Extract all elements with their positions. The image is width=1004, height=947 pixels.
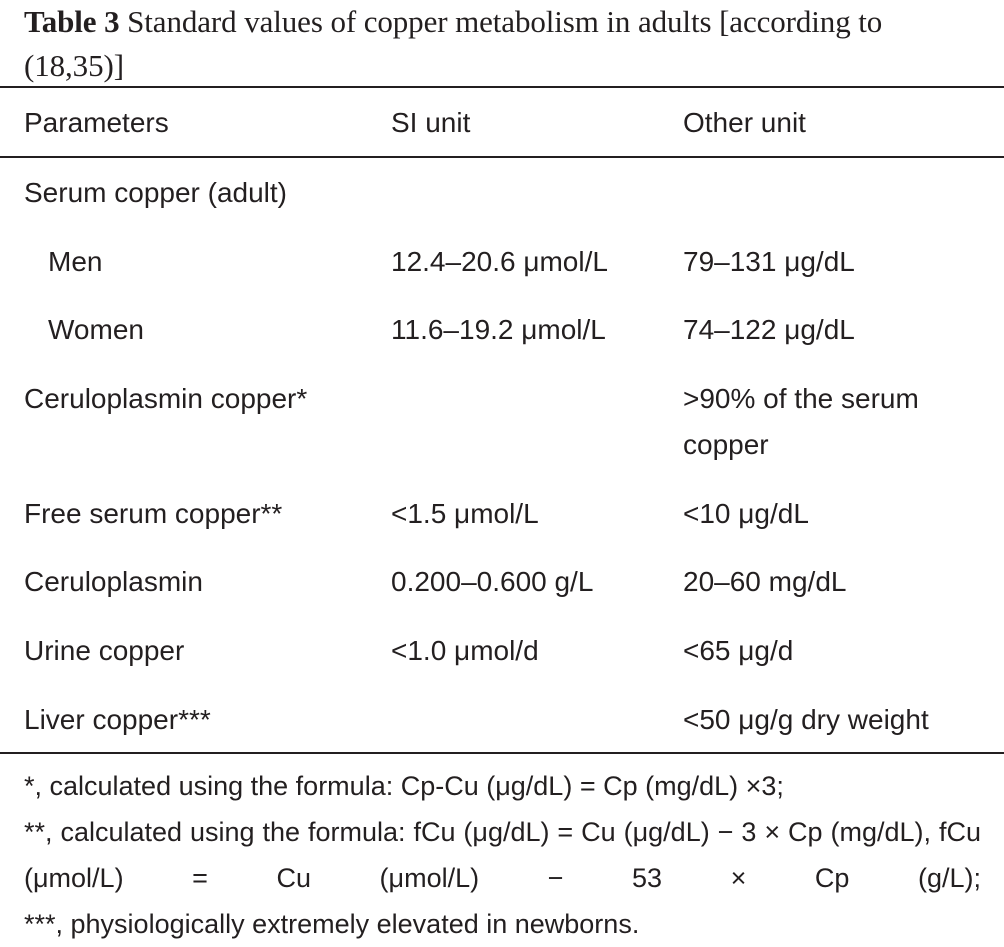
row-other-value: 79–131 μg/dL [683,246,855,277]
row-parameter: Ceruloplasmin [24,566,203,597]
table-footnotes [24,763,981,947]
column-header-parameters: Parameters [24,107,169,138]
top-rule [0,86,1004,88]
row-si-value: 0.200–0.600 g/L [391,566,594,597]
bottom-rule [0,752,1004,754]
row-other-value: <50 μg/g dry weight [683,704,929,735]
row-other-value: 20–60 mg/dL [683,566,847,597]
row-si-value: 11.6–19.2 μmol/L [391,314,606,345]
row-si-value: <1.0 μmol/d [391,635,539,666]
row-parameter: Women [48,314,144,345]
row-other-value: <10 μg/dL [683,498,809,529]
row-parameter: Serum copper (adult) [24,177,288,208]
table-caption [24,0,989,88]
row-other-value: >90% of the serum copper [683,383,919,460]
column-header-si-unit: SI unit [391,107,471,138]
row-parameter: Ceruloplasmin copper* [24,383,308,414]
row-si-value: 12.4–20.6 μmol/L [391,246,608,277]
caption-text: Standard values of copper metabolism in adults [according to (18,35)] [24,4,883,83]
column-header-other-unit: Other unit [683,107,806,138]
header-rule [0,156,1004,158]
footnote: ***, physiologically extremely elevated in newborns. [24,909,640,939]
row-other-value: <65 μg/d [683,635,794,666]
footnote: **, calculated using the formula: fCu (μg/dL) = Cu (μg/dL) − 3 × Cp (mg/dL), fCu (μmol/L) = Cu (μmol/L) − 53 × Cp (g/L); [24,817,981,893]
caption-label: Table 3 [24,4,120,39]
row-si-value: <1.5 μmol/L [391,498,539,529]
row-parameter: Free serum copper** [24,498,283,529]
row-other-value: 74–122 μg/dL [683,314,855,345]
row-parameter: Men [48,246,103,277]
row-parameter: Urine copper [24,635,185,666]
row-parameter: Liver copper*** [24,704,211,735]
footnote: *, calculated using the formula: Cp-Cu (μg/dL) = Cp (mg/dL) ×3; [24,771,784,801]
